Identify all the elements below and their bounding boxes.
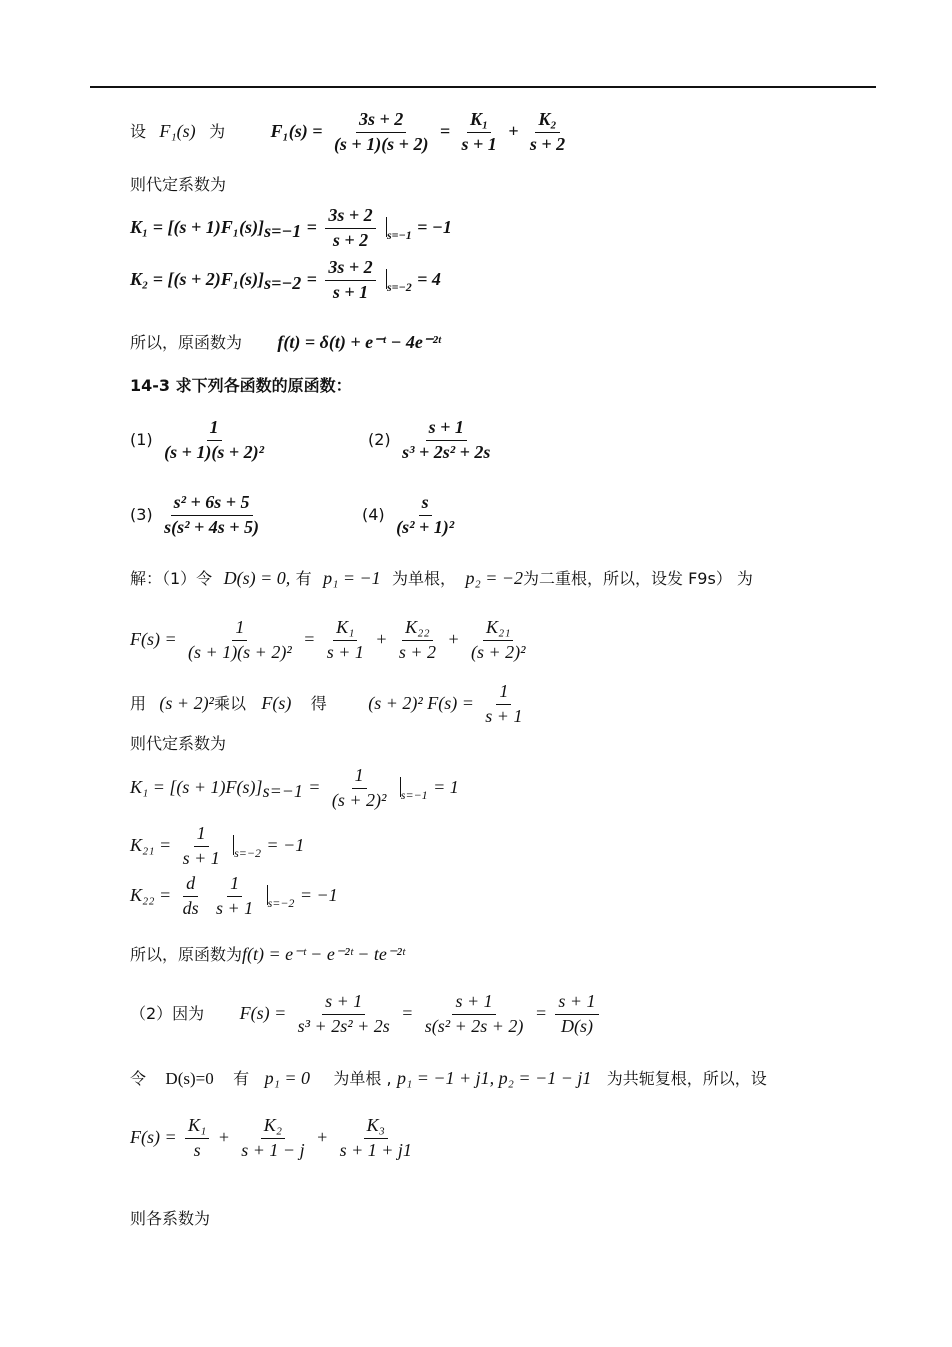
- problem2-roots: 令 D(s)=0 有 p₁ = 0 为单根 , p₁ = −1 + j1, p₂ = −1 − j1 为共轭复根，所以，设: [130, 1068, 767, 1088]
- text-coef-1: 则代定系数为: [130, 175, 227, 194]
- text-she: 设: [130, 121, 147, 141]
- eq-multiply: 用 (s + 2)²乘以 F(s) 得 (s + 2)² F(s) = $\frac{1}{s + 1}$: [130, 681, 523, 726]
- eq-fs-partial: F(s) = $\frac{1}{\text{(s + 1)(s + 2)²}}$ = $\frac{\text{K₁}}{s + 1}$ + $\frac{\text{K₂₂}}{s + 2}$ + $\frac{\text{K₂₁}}{\text{(s + 2)²}}$: [130, 617, 526, 662]
- problem-1: (1) $\frac{1}{\text{(s + 1)(s + 2)²}}$: [130, 417, 264, 462]
- result-1: 所以，原函数为 f(t) = δ(t) + e⁻ᵗ − 4e⁻²ᵗ: [130, 332, 442, 352]
- eq-k21: K₂₁ = $\frac{1}{s + 1}$ $_{s=-2}$ = −1: [130, 823, 305, 868]
- solution-1-intro: 解：（1）令 D(s) = 0, 有 p₁ = −1 为单根， p₂ = −2为二重根，所以，设发 F9s） 为: [130, 568, 753, 588]
- eq-problem2-fs: （2）因为 F(s) = $\frac{s + 1}{\text{s³ + 2s² + 2s}}$ = $\frac{s + 1}{\text{s(s² + 2s + 2)}}$ = $\frac{s + 1}{D(s)}$: [130, 992, 602, 1037]
- eq-k1-second: $K_1 = [(s + 1)F(s)]_{s=-1}$ = $\frac{1}{\text{(s + 2)²}}$ $_{s=-1}$ = 1: [130, 765, 459, 810]
- eq-f1-definition: 设 F₁(s) 为 F₁(s) = $\frac{3s + 2}{(s + 1)(s + 2)}$ = $\frac{\text{K₁}}{s + 1}$ + $\frac{\text{K₂}}{s + 2}$: [130, 110, 571, 155]
- text-coef-2: 则代定系数为: [130, 734, 227, 753]
- problem-4: (4) $\frac{s}{\text{(s² + 1)²}}$: [362, 492, 455, 537]
- frac-f1: $\frac{3s + 2}{(s + 1)(s + 2)}$: [333, 109, 429, 154]
- section-heading: 14-3 求下列各函数的原函数：: [130, 376, 352, 395]
- eq-problem2-partial: F(s) = $\frac{\text{K₁}}{s}$ + $\frac{\text{K₂}}{s + 1 - j}$ + $\frac{\text{K₃}}{s + 1 + j1}$: [130, 1115, 412, 1160]
- problem-3: (3) $\frac{\text{s² + 6s + 5}}{\text{s(s² + 4s + 5)}}$: [130, 492, 259, 537]
- eq-k22: K₂₂ = $\frac{d}{ds}$ $\frac{1}{s + 1}$ $_{s=-2}$ = −1: [130, 873, 338, 918]
- math-f1s: F₁(s): [159, 120, 196, 141]
- frac-k1-value: $\frac{3s + 2}{s + 2}$: [325, 206, 375, 251]
- frac-k2-value: $\frac{3s + 2}{s + 1}$: [325, 258, 375, 303]
- frac-k1: $\frac{\text{K₁}}{s + 1}$: [461, 109, 497, 154]
- result-2: 所以，原函数为f(t) = e⁻ᵗ − e⁻²ᵗ − te⁻²ᵗ: [130, 944, 405, 964]
- math-f1-eq: F₁(s) =: [270, 120, 323, 141]
- text-wei: 为: [209, 121, 226, 141]
- eq-k2: $K_2 = [(s + 2)F_1(s)]_{s=-2}$ = $\frac{3s + 2}{s + 1}$ $_{s=-2}$ = 4: [130, 257, 441, 302]
- eq-k1: $K_1 = [(s + 1)F_1(s)]_{s=-1}$ = $\frac{3s + 2}{s + 2}$ $_{s=-1}$ = −1: [130, 205, 452, 250]
- text-coef-3: 则各系数为: [130, 1209, 211, 1228]
- header-rule: [90, 86, 876, 88]
- frac-k2: $\frac{\text{K₂}}{s + 2}$: [529, 109, 566, 154]
- problem-2: (2) $\frac{s + 1}{\text{s³ + 2s² + 2s}}$: [368, 417, 491, 462]
